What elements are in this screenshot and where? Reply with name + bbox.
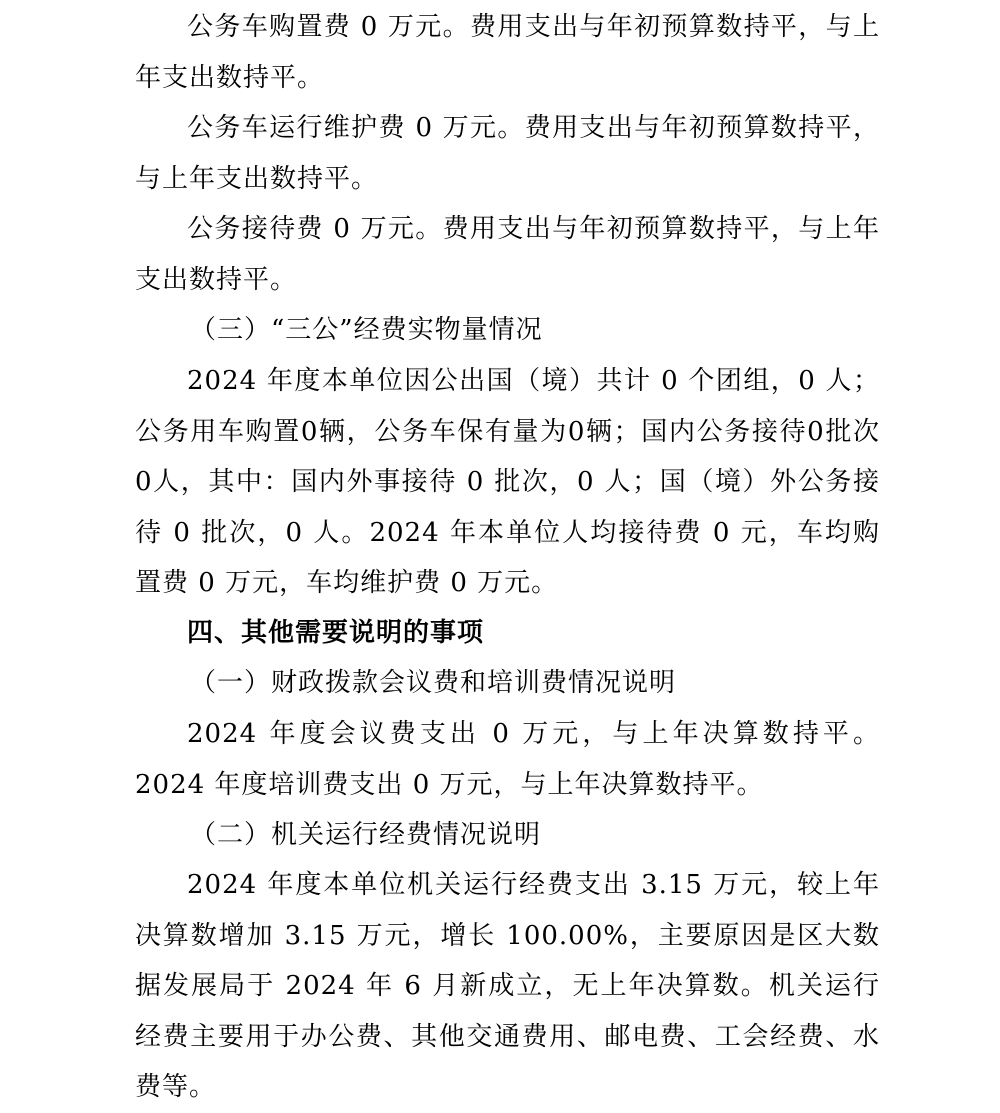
paragraph-reception-fee: 公务接待费 0 万元。费用支出与年初预算数持平，与上年支出数持平。 <box>135 214 880 295</box>
paragraph-operating-expenses: 2024 年度本单位机关运行经费支出 3.15 万元，较上年决算数增加 3.15 万元，增长 100.00%，主要原因是区大数据发展局于 2024 年 6 月新成立，无上年决算数。机关运行经费主要用于办公费、其他交通费用、邮电费、工会经费、水费等。 <box>135 870 880 1102</box>
paragraph-physical-quantity-details: 2024 年度本单位因公出国（境）共计 0 个团组，0 人；公务用车购置0辆，公务车保有量为0辆；国内公务接待0批次0人，其中：国内外事接待 0 批次，0 人；国（境）外公务接待 0 批次，0 人。2024 年本单位人均接待费 0 元，车均购置费 0 万元，车均维护费 0 万元。 <box>135 366 880 598</box>
paragraph-meeting-training-fees: 2024 年度会议费支出 0 万元，与上年决算数持平。2024 年度培训费支出 0 万元，与上年决算数持平。 <box>135 719 880 800</box>
paragraph-vehicle-purchase-fee: 公务车购置费 0 万元。费用支出与年初预算数持平，与上年支出数持平。 <box>135 12 880 93</box>
heading-three-public-physical-quantity: （三）“三公”经费实物量情况 <box>190 315 543 345</box>
heading-meeting-training-fees: （一）财政拨款会议费和培训费情况说明 <box>190 668 677 698</box>
heading-section-four: 四、其他需要说明的事项 <box>187 618 485 648</box>
paragraph-vehicle-maintenance-fee: 公务车运行维护费 0 万元。费用支出与年初预算数持平，与上年支出数持平。 <box>135 113 880 194</box>
heading-operating-expenses: （二）机关运行经费情况说明 <box>190 820 542 850</box>
